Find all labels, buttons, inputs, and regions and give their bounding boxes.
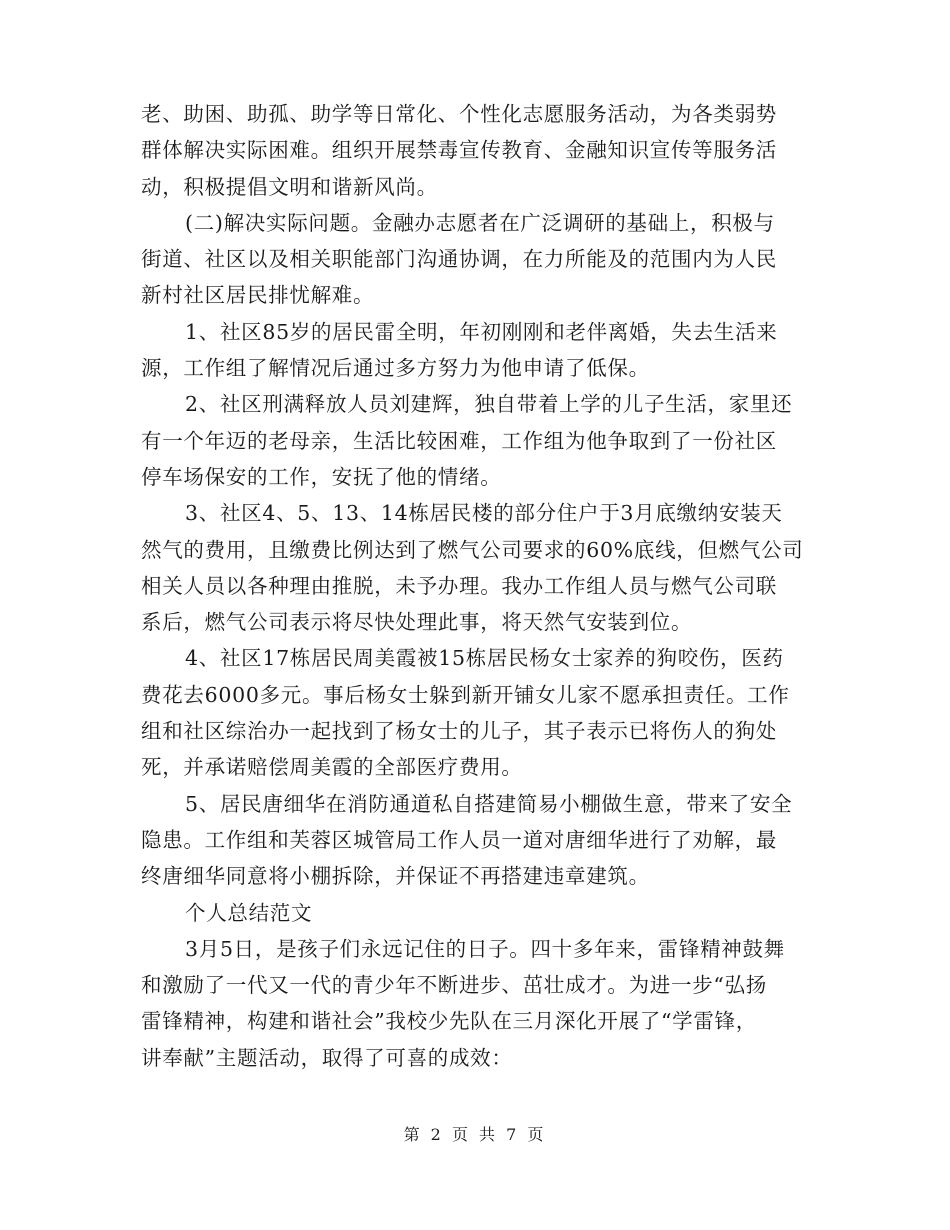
text-line: 源，工作组了解情况后通过多方努力为他申请了低保。 (141, 356, 650, 381)
text-line: 组和社区综治办一起找到了杨女士的儿子，其子表示已将伤人的狗处 (141, 719, 777, 744)
section-title: 个人总结范文 (185, 900, 313, 925)
page-number-footer: 第 2 页 共 7 页 (403, 1125, 547, 1144)
text-line: 死，并承诺赔偿周美霞的全部医疗费用。 (141, 755, 523, 780)
paragraph-start-line: 3月5日，是孩子们永远记住的日子。四十多年来，雷锋精神鼓舞 (185, 936, 785, 961)
text-line: 老、助困、助孤、助学等日常化、个性化志愿服务活动，为各类弱势 (141, 102, 777, 126)
text-line: 终唐细华同意将小棚拆除，并保证不再搭建违章建筑。 (141, 864, 650, 889)
text-line: 隐患。工作组和芙蓉区城管局工作人员一道对唐细华进行了劝解，最 (141, 827, 777, 852)
text-line: 然气的费用，且缴费比例达到了燃气公司要求的60%底线，但燃气公司 (141, 537, 804, 562)
list-item-5-line: 5、居民唐细华在消防通道私自搭建简易小棚做生意，带来了安全 (185, 791, 793, 816)
text-line: 系后，燃气公司表示将尽快处理此事，将天然气安装到位。 (141, 610, 693, 635)
text-line: 新村社区居民排忧解难。 (141, 283, 375, 308)
text-line: 雷锋精神，构建和谐社会”我校少先队在三月深化开展了“学雷锋， (141, 1009, 757, 1034)
text-line: 和激励了一代又一代的青少年不断进步、茁壮成才。为进一步“弘扬 (141, 973, 767, 998)
document-body (141, 96, 811, 1076)
text-line: 费花去6000多元。事后杨女士躲到新开铺女儿家不愿承担责任。工作 (141, 682, 790, 707)
text-line: 相关人员以各种理由推脱，未予办理。我办工作组人员与燃气公司联 (141, 573, 777, 598)
section-heading-line: (二)解决实际问题。金融办志愿者在广泛调研的基础上，积极与 (185, 210, 775, 235)
text-line: 街道、社区以及相关职能部门沟通协调，在力所能及的范围内为人民 (141, 247, 777, 272)
list-item-2-line: 2、社区刑满释放人员刘建辉，独自带着上学的儿子生活，家里还 (185, 392, 793, 417)
text-line: 停车场保安的工作，安抚了他的情绪。 (141, 464, 502, 489)
list-item-1-line: 1、社区85岁的居民雷全明，年初刚刚和老伴离婚，失去生活来 (185, 319, 778, 344)
list-item-4-line: 4、社区17栋居民周美霞被15栋居民杨女士家养的狗咬伤，医药 (185, 646, 784, 671)
text-line: 有一个年迈的老母亲，生活比较困难，工作组为他争取到了一份社区 (141, 428, 777, 453)
text-line: 动，积极提倡文明和谐新风尚。 (141, 174, 438, 199)
text-line: 讲奉献”主题活动，取得了可喜的成效： (141, 1045, 513, 1070)
list-item-3-line: 3、社区4、5、13、14栋居民楼的部分住户于3月底缴纳安装天 (185, 501, 783, 526)
text-line: 群体解决实际困难。组织开展禁毒宣传教育、金融知识宣传等服务活 (141, 138, 777, 163)
